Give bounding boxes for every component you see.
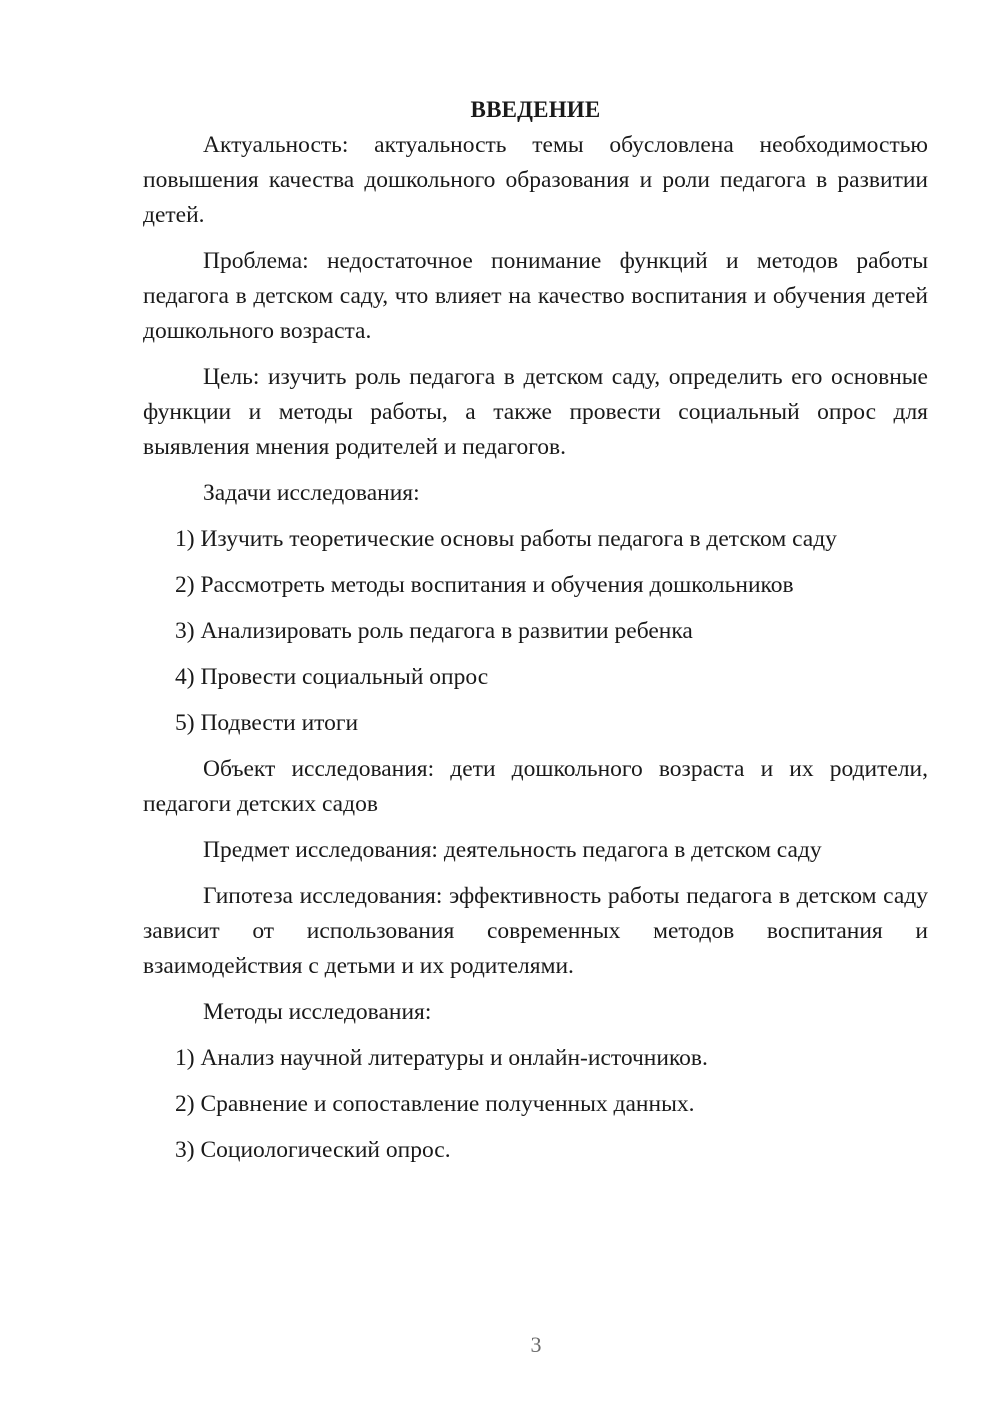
page-number: 3	[530, 1332, 542, 1357]
tasks-heading: Задачи исследования:	[203, 480, 420, 506]
list-item: 2) Сравнение и сопоставление полученных данных.	[175, 1091, 695, 1117]
list-item: 5) Подвести итоги	[175, 710, 359, 736]
list-item: 1) Анализ научной литературы и онлайн-источников.	[175, 1045, 708, 1071]
list-item: 3) Социологический опрос.	[175, 1137, 451, 1163]
hypothesis-paragraph: Гипотеза исследования: эффективность работы педагога в детском саду зависит от использования современных методов воспитания и взаимодействия с детьми и их родителями.	[143, 883, 928, 979]
methods-heading: Методы исследования:	[203, 999, 432, 1025]
list-item: 4) Провести социальный опрос	[175, 664, 489, 690]
subject-paragraph: Предмет исследования: деятельность педагога в детском саду	[203, 837, 822, 863]
document-body	[143, 94, 928, 1179]
problem-paragraph: Проблема: недостаточное понимание функций и методов работы педагога в детском саду, что влияет на качество воспитания и обучения детей дошкольного возраста.	[143, 248, 928, 344]
goal-paragraph: Цель: изучить роль педагога в детском саду, определить его основные функции и методы работы, а также провести социальный опрос для выявления мнения родителей и педагогов.	[143, 364, 928, 460]
list-item: 1) Изучить теоретические основы работы педагога в детском саду	[175, 526, 837, 552]
relevance-paragraph: Актуальность: актуальность темы обусловлена необходимостью повышения качества дошкольного образования и роли педагога в развитии детей.	[143, 132, 928, 228]
object-paragraph: Объект исследования: дети дошкольного возраста и их родители, педагоги детских садов	[143, 756, 928, 817]
list-item: 3) Анализировать роль педагога в развитии ребенка	[175, 618, 693, 644]
tasks-list	[143, 522, 928, 741]
methods-list	[143, 1041, 928, 1168]
list-item: 2) Рассмотреть методы воспитания и обучения дошкольников	[175, 572, 794, 598]
page-title: ВВЕДЕНИЕ	[470, 97, 601, 122]
